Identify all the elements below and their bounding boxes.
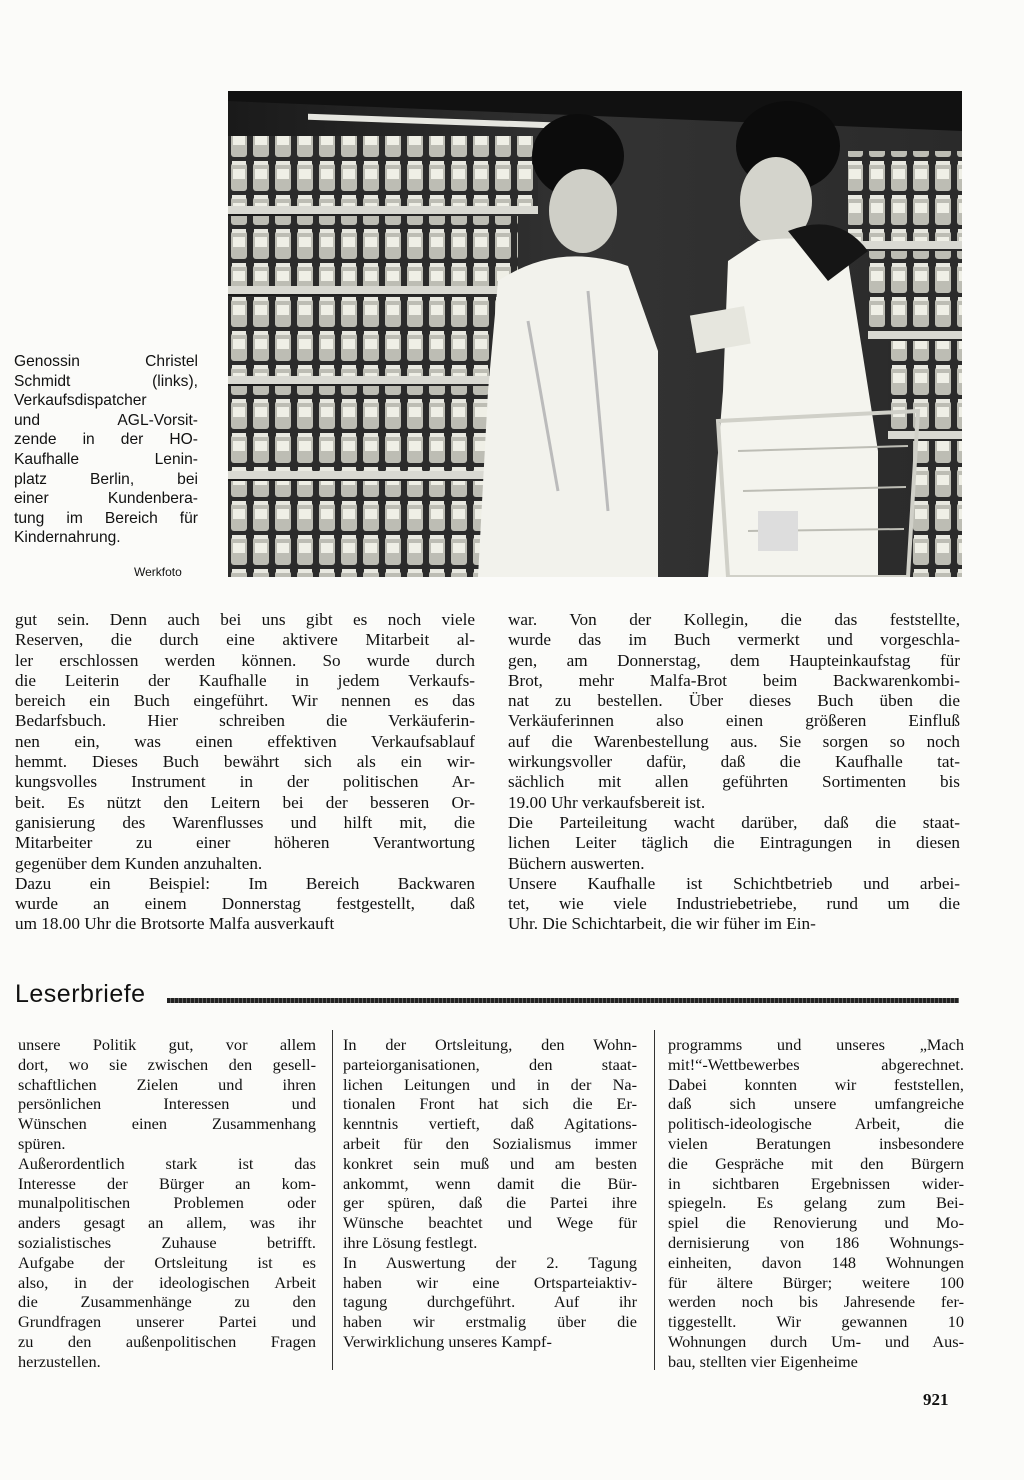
text-line: anders gesagt an allem, was ihr	[18, 1213, 316, 1233]
text-line: für ältere Bürger; weitere 100	[668, 1272, 964, 1292]
text-line: auf die Warenbestellung aus. Sie sorgen so noch	[508, 731, 960, 751]
text-line: vielen Beratungen insbesondere	[668, 1133, 964, 1153]
text-line: daß sich unsere umfangreiche	[668, 1094, 964, 1114]
text-line: In Auswertung der 2. Tagung	[343, 1252, 637, 1272]
text-line: lichen Leitungen und in der Na-	[343, 1074, 637, 1094]
text-line: Mitarbeiter zu einer höheren Verantwortung	[15, 833, 475, 853]
text-line: haben wir erstmalig über die	[343, 1312, 637, 1332]
text-line: wurde das im Buch vermerkt und vorgeschla-	[508, 630, 960, 650]
text-line: Dabei konnten wir feststellen,	[668, 1074, 964, 1094]
text-line: tiggestellt. Wir gewannen 10	[668, 1312, 964, 1332]
text-line: Verwirklichung unseres Kampf-	[343, 1331, 552, 1351]
caption-line: platz Berlin, bei	[14, 470, 198, 488]
text-line: spiegeln. Es gelang zum Bei-	[668, 1193, 964, 1213]
caption-line: Schmidt (links),	[14, 372, 198, 390]
text-line: um 18.00 Uhr die Brotsorte Malfa ausverkauft	[15, 914, 335, 934]
caption-line: Verkaufsdispatcher	[14, 392, 147, 410]
text-line: die Leiterin der Kaufhalle in jedem Verkaufs-	[15, 670, 475, 690]
text-line: ihre Lösung festlegt.	[343, 1232, 478, 1252]
text-line: gegenüber dem Kunden anzuhalten.	[15, 853, 263, 873]
text-line: Unsere Kaufhalle ist Schichtbetrieb und arbei-	[508, 873, 960, 893]
text-line: ganisierung des Warenflusses und hilft mit, die	[15, 812, 475, 832]
text-line: zu den außenpolitischen Fragen	[18, 1331, 316, 1351]
text-line: munalpolitischen Problemen oder	[18, 1193, 316, 1213]
text-line: bau, stellten vier Eigenheime	[668, 1351, 858, 1371]
text-line: gen, am Donnerstag, dem Haupteinkaufstag für	[508, 650, 960, 670]
text-line: Wohnungen durch Um- und Aus-	[668, 1331, 964, 1351]
text-line: nen ein, was einen effektiven Verkaufsablauf	[15, 731, 475, 751]
text-line: nat zu bestellen. Über dieses Buch üben die	[508, 691, 960, 711]
text-line: programms und unseres „Mach	[668, 1035, 964, 1054]
photo-credit: Werkfoto	[134, 565, 182, 579]
text-line: Die Parteileitung wacht darüber, daß die staat-	[508, 812, 960, 832]
photo-caption	[14, 352, 198, 548]
caption-line: Genossin Christel	[14, 353, 198, 370]
caption-line: zende in der HO-	[14, 431, 198, 449]
article-column-2	[508, 610, 960, 935]
text-line: ler erschlossen werden können. So wurde durch	[15, 650, 475, 670]
text-line: politisch-ideologische Arbeit, die	[668, 1114, 964, 1134]
text-line: beit. Es nützt den Leitern bei der besseren Or-	[15, 792, 475, 812]
text-line: in sichtbaren Ergebnissen wider-	[668, 1173, 964, 1193]
text-line: Verkäuferinnen also einen größeren Einfluß	[508, 711, 960, 731]
text-line: spiel die Renovierung und Mo-	[668, 1213, 964, 1233]
caption-line: und AGL-Vorsit-	[14, 411, 198, 429]
text-line: sächlich mit allen geführten Sortimenten bis	[508, 772, 960, 792]
text-line: In der Ortsleitung, den Wohn-	[343, 1035, 637, 1054]
section-title: Leserbriefe	[15, 980, 146, 1008]
text-line: dort, wo sie zwischen den gesell-	[18, 1054, 316, 1074]
section-rule	[167, 998, 959, 1003]
text-line: hemmt. Dieses Buch bewährt sich als ein wir-	[15, 752, 475, 772]
text-line: die Zusammenhänge zu den	[18, 1292, 316, 1312]
text-line: gut sein. Denn auch bei uns gibt es noch viele	[15, 610, 475, 629]
text-line: sozialistisches Zuhause betrifft.	[18, 1232, 316, 1252]
text-line: lichen Leiter täglich die Eintragungen in diesen	[508, 833, 960, 853]
text-line: Reserven, die durch eine aktivere Mitarbeit al-	[15, 630, 475, 650]
store-photo	[228, 91, 962, 577]
store-photo-drawing	[228, 91, 962, 577]
text-line: arbeit für den Sozialismus immer	[343, 1133, 637, 1153]
text-line: haben wir eine Ortsparteiaktiv-	[343, 1272, 637, 1292]
text-line: tionalen Front hat sich die Er-	[343, 1094, 637, 1114]
text-line: Wünschen einen Zusammenhang	[18, 1114, 316, 1134]
letters-column-2	[343, 1035, 637, 1352]
text-line: Interesse der Bürger an kom-	[18, 1173, 316, 1193]
text-line: kungsvolles Instrument in der politischen Ar-	[15, 772, 475, 792]
text-line: tet, wie viele Industriebetriebe, rund um die	[508, 894, 960, 914]
text-line: spüren.	[18, 1133, 66, 1153]
text-line: wurde an einem Donnerstag festgestellt, daß	[15, 894, 475, 914]
text-line: kenntnis vertieft, daß Agitations-	[343, 1114, 637, 1134]
text-line: werden noch bis Jahresende fer-	[668, 1292, 964, 1312]
caption-line: einer Kundenbera-	[14, 490, 198, 508]
text-line: Aufgabe der Ortsleitung ist es	[18, 1252, 316, 1272]
text-line: ankommt, wenn damit die Bür-	[343, 1173, 637, 1193]
text-line: war. Von der Kollegin, die das feststellte,	[508, 610, 960, 629]
page-number: 921	[923, 1390, 949, 1409]
text-line: Außerordentlich stark ist das	[18, 1153, 316, 1173]
text-line: 19.00 Uhr verkaufsbereit ist.	[508, 792, 706, 812]
text-line: unsere Politik gut, vor allem	[18, 1035, 316, 1054]
article-column-1	[15, 610, 475, 935]
text-line: einheiten, davon 148 Wohnungen	[668, 1252, 964, 1272]
letters-column-3	[668, 1035, 964, 1372]
text-line: die Gespräche mit den Bürgern	[668, 1153, 964, 1173]
text-line: Wünsche beachtet und Wege für	[343, 1213, 637, 1233]
text-line: parteiorganisationen, den staat-	[343, 1054, 637, 1074]
column-divider	[332, 1030, 333, 1370]
text-line: Bedarfsbuch. Hier schreiben die Verkäuferin-	[15, 711, 475, 731]
text-line: Dazu ein Beispiel: Im Bereich Backwaren	[15, 873, 475, 893]
text-line: tagung durchgeführt. Auf ihr	[343, 1292, 637, 1312]
letters-column-1	[18, 1035, 316, 1372]
column-divider	[654, 1030, 655, 1370]
text-line: persönlichen Interessen und	[18, 1094, 316, 1114]
text-line: Uhr. Die Schichtarbeit, die wir füher im Ein-	[508, 914, 816, 934]
text-line: dernisierung von 186 Wohnungs-	[668, 1232, 964, 1252]
caption-line: Kaufhalle Lenin-	[14, 450, 198, 468]
text-line: schaftlichen Zielen und ihren	[18, 1074, 316, 1094]
text-line: Büchern auswerten.	[508, 853, 645, 873]
text-line: konkret sein muß und am besten	[343, 1153, 637, 1173]
text-line: Grundfragen unserer Partei und	[18, 1312, 316, 1332]
text-line: mit!“-Wettbewerbes abgerechnet.	[668, 1054, 964, 1074]
text-line: ger spüren, daß die Partei ihre	[343, 1193, 637, 1213]
caption-line: Kindernahrung.	[14, 529, 121, 547]
caption-line: tung im Bereich für	[14, 509, 198, 527]
text-line: herzustellen.	[18, 1351, 101, 1371]
text-line: wirkungsvoller dafür, daß die Kaufhalle tat-	[508, 752, 960, 772]
text-line: also, in der ideologischen Arbeit	[18, 1272, 316, 1292]
text-line: bereich ein Buch eingeführt. Wir nennen es das	[15, 691, 475, 711]
text-line: Brot, mehr Malfa-Brot beim Backwarenkombi-	[508, 670, 960, 690]
